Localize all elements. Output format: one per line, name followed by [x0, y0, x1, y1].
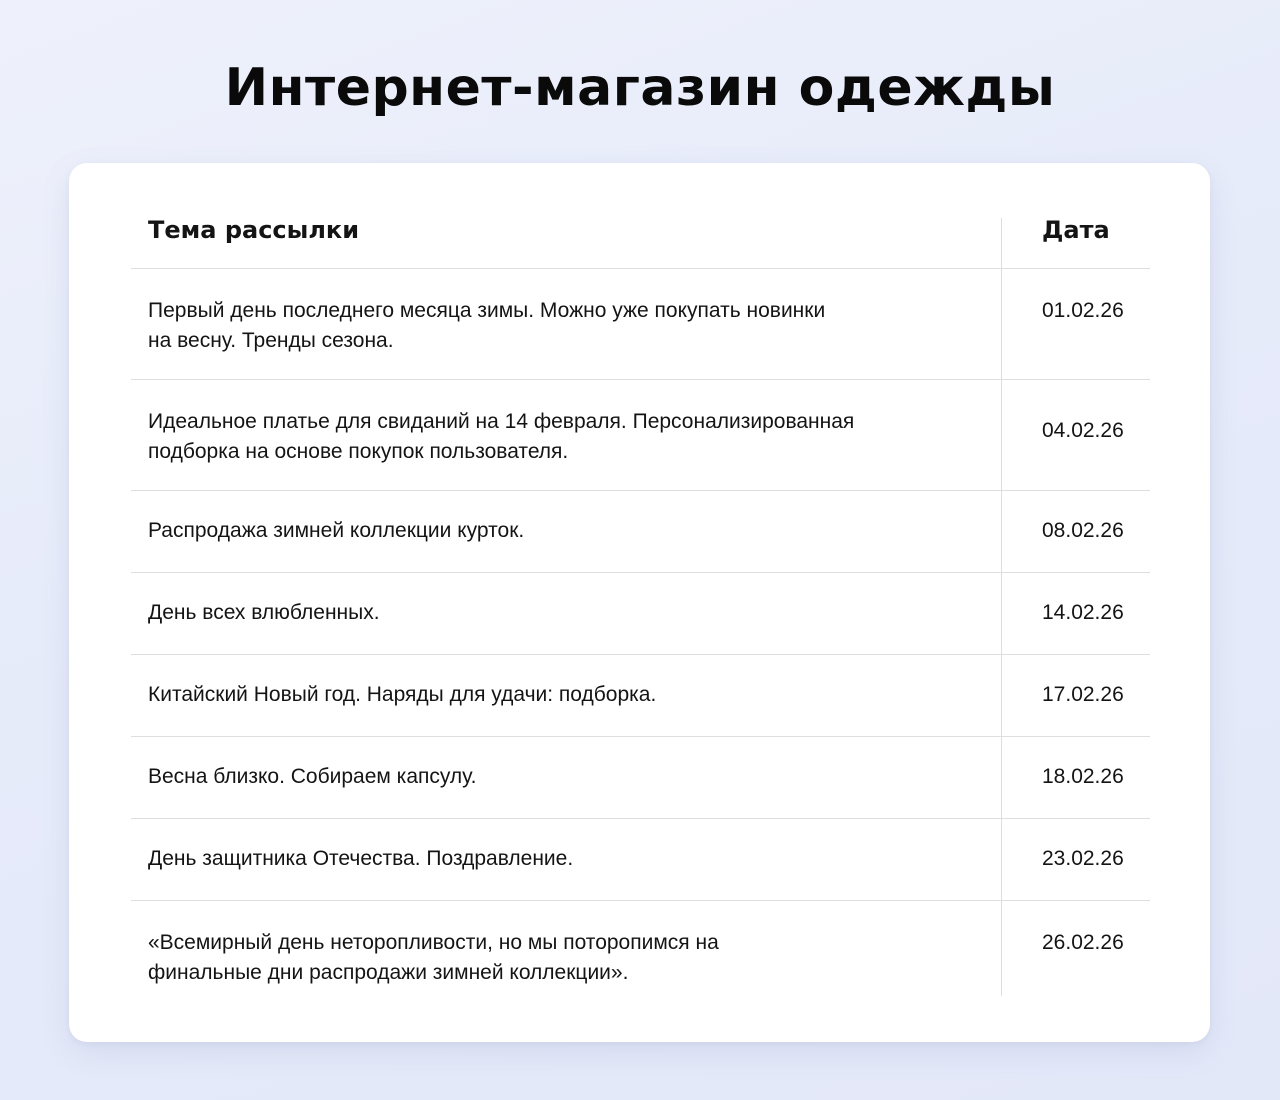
topic-cell: День всех влюбленных.: [148, 601, 380, 624]
table-row: [131, 819, 1150, 901]
date-cell: 18.02.26: [1042, 765, 1124, 788]
newsletter-table-card: [69, 163, 1210, 1042]
topic-cell: Весна близко. Собираем капсулу.: [148, 765, 477, 788]
header-topic: Тема рассылки: [148, 216, 360, 244]
date-cell: 26.02.26: [1042, 931, 1124, 954]
topic-cell: «Всемирный день неторопливости, но мы поторопимся на финальные дни распродажи зимней коллекции».: [148, 931, 719, 984]
topic-cell: Идеальное платье для свиданий на 14 февраля. Персонализированная подборка на основе покупок пользователя.: [148, 410, 855, 463]
date-cell: 04.02.26: [1042, 419, 1124, 442]
topic-cell: Китайский Новый год. Наряды для удачи: подборка.: [148, 683, 657, 706]
table-row: [131, 491, 1150, 573]
date-cell: 14.02.26: [1042, 601, 1124, 624]
header-date: Дата: [1042, 216, 1110, 244]
newsletter-table: [131, 218, 1150, 996]
date-cell: 08.02.26: [1042, 519, 1124, 542]
date-cell: 01.02.26: [1042, 299, 1124, 322]
topic-cell: Первый день последнего месяца зимы. Можно уже покупать новинки на весну. Тренды сезона.: [148, 299, 826, 352]
page-title: Интернет-магазин одежды: [224, 58, 1056, 118]
table-row: [131, 737, 1150, 819]
date-cell: 17.02.26: [1042, 683, 1124, 706]
topic-cell: День защитника Отечества. Поздравление.: [148, 847, 574, 870]
table-row: [131, 269, 1150, 380]
table-row: [131, 655, 1150, 737]
table-header-row: [131, 218, 1150, 269]
table-row: [131, 573, 1150, 655]
date-cell: 23.02.26: [1042, 847, 1124, 870]
table-row: [131, 380, 1150, 491]
topic-cell: Распродажа зимней коллекции курток.: [148, 519, 525, 542]
table-row: [131, 901, 1150, 996]
